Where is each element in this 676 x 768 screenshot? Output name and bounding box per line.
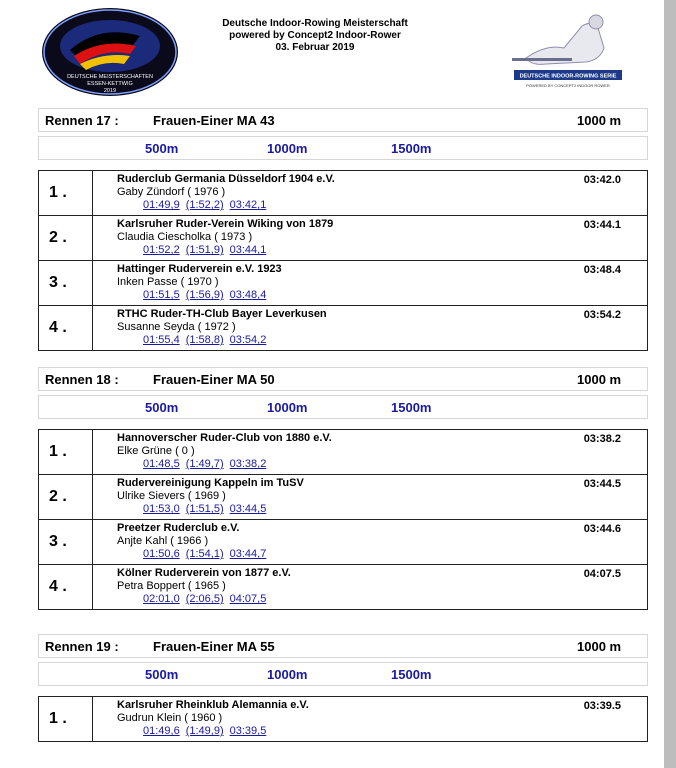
place: 4 .	[39, 306, 93, 350]
split-interval[interactable]: (1:56,9)	[185, 289, 224, 301]
split-total[interactable]: 03:54,2	[229, 334, 267, 346]
race-18	[38, 367, 648, 610]
race-number: Rennen 19 :	[45, 638, 119, 654]
split-times[interactable]	[117, 289, 282, 302]
championship-logo	[40, 6, 180, 98]
table-row	[39, 520, 647, 565]
club-name: RTHC Ruder-TH-Club Bayer Leverkusen	[117, 308, 327, 320]
split-total[interactable]: 03:44,1	[229, 244, 267, 256]
split-label-1500: 1500m	[391, 666, 432, 682]
table-row	[39, 565, 647, 610]
table-row	[39, 697, 647, 742]
results-table	[38, 696, 648, 742]
split-label-500: 500m	[145, 666, 179, 682]
place: 2 .	[39, 475, 93, 519]
athlete-name: Susanne Seyda ( 1972 )	[117, 321, 236, 333]
split-total[interactable]: 03:39,5	[229, 725, 267, 737]
split-interval[interactable]: (1:51,5)	[185, 503, 224, 515]
athlete-name: Claudia Ciescholka ( 1973 )	[117, 231, 253, 243]
viewer-scrollbar[interactable]	[664, 0, 676, 768]
split-times[interactable]	[117, 725, 309, 738]
split-500[interactable]: 01:51,5	[143, 289, 180, 301]
race-title-bar	[38, 634, 648, 658]
split-header	[38, 395, 648, 419]
athlete-name: Elke Grüne ( 0 )	[117, 445, 195, 457]
split-times[interactable]	[117, 199, 335, 212]
table-row	[39, 306, 647, 351]
split-label-1000: 1000m	[267, 399, 308, 415]
place: 4 .	[39, 565, 93, 609]
place: 3 .	[39, 261, 93, 305]
header-title: Deutsche Indoor-Rowing Meisterschaft	[222, 18, 408, 29]
split-label-1500: 1500m	[391, 399, 432, 415]
final-time: 03:54.2	[583, 309, 621, 321]
split-times[interactable]	[117, 458, 332, 471]
split-interval[interactable]: (1:51,9)	[185, 244, 224, 256]
final-time: 03:44.1	[583, 219, 621, 231]
athlete-name: Gudrun Klein ( 1960 )	[117, 712, 223, 724]
final-time: 03:44.5	[583, 478, 621, 490]
place: 1 .	[39, 697, 93, 741]
race-distance: 1000 m	[577, 371, 622, 387]
results-table	[38, 429, 648, 610]
split-interval[interactable]: (1:49,7)	[185, 458, 224, 470]
header-text	[200, 18, 430, 54]
split-times[interactable]	[117, 503, 304, 516]
split-interval[interactable]: (1:52,2)	[185, 199, 224, 211]
split-interval[interactable]: (1:58,8)	[185, 334, 224, 346]
athlete-name: Gaby Zündorf ( 1976 )	[117, 186, 226, 198]
table-row	[39, 171, 647, 216]
svg-text:DEUTSCHE INDOOR-ROWING SERIE: DEUTSCHE INDOOR-ROWING SERIE	[519, 73, 617, 80]
final-time: 03:48.4	[583, 264, 621, 276]
club-name: Ruderclub Germania Düsseldorf 1904 e.V.	[117, 173, 335, 185]
header-subtitle: powered by Concept2 Indoor-Rower	[229, 30, 401, 41]
split-500[interactable]: 01:49,9	[143, 199, 180, 211]
final-time: 03:44.6	[583, 523, 621, 535]
svg-text:ESSEN-KETTWIG: ESSEN-KETTWIG	[87, 81, 133, 87]
split-header	[38, 662, 648, 686]
race-distance: 1000 m	[577, 638, 622, 654]
club-name: Rudervereinigung Kappeln im TuSV	[117, 477, 304, 489]
indoor-rowing-series-logo	[506, 8, 630, 92]
split-500[interactable]: 01:55,4	[143, 334, 180, 346]
club-name: Karlsruher Ruder-Verein Wiking von 1879	[117, 218, 334, 230]
split-label-500: 500m	[145, 399, 179, 415]
table-row	[39, 475, 647, 520]
table-row	[39, 216, 647, 261]
svg-text:DEUTSCHE MEISTERSCHAFTEN: DEUTSCHE MEISTERSCHAFTEN	[67, 74, 153, 80]
club-name: Preetzer Ruderclub e.V.	[117, 522, 240, 534]
race-category: Frauen-Einer MA 43	[153, 112, 275, 128]
race-number: Rennen 17 :	[45, 112, 119, 128]
split-interval[interactable]: (1:49,9)	[185, 725, 224, 737]
split-500[interactable]: 01:49,6	[143, 725, 180, 737]
split-label-500: 500m	[145, 140, 179, 156]
final-time: 03:39.5	[583, 700, 621, 712]
split-500[interactable]: 01:50,6	[143, 548, 180, 560]
final-time: 04:07.5	[583, 568, 621, 580]
race-category: Frauen-Einer MA 55	[153, 638, 275, 654]
final-time: 03:42.0	[583, 174, 621, 186]
header-date: 03. Februar 2019	[275, 42, 355, 53]
table-row	[39, 430, 647, 475]
svg-text:POWERED BY CONCEPT2 INDOOR ROW: POWERED BY CONCEPT2 INDOOR ROWER	[526, 83, 610, 88]
split-header	[38, 136, 648, 160]
athlete-name: Inken Passe ( 1970 )	[117, 276, 219, 288]
race-title-bar	[38, 367, 648, 391]
place: 1 .	[39, 430, 93, 474]
race-category: Frauen-Einer MA 50	[153, 371, 275, 387]
split-500[interactable]: 02:01,0	[143, 593, 180, 605]
athlete-name: Ulrike Sievers ( 1969 )	[117, 490, 226, 502]
club-name: Hattinger Ruderverein e.V. 1923	[117, 263, 282, 275]
split-label-1000: 1000m	[267, 140, 308, 156]
split-total[interactable]: 03:44,5	[229, 503, 267, 515]
split-total[interactable]: 03:44,7	[229, 548, 267, 560]
split-total[interactable]: 03:48,4	[229, 289, 267, 301]
place: 2 .	[39, 216, 93, 260]
split-500[interactable]: 01:53,0	[143, 503, 180, 515]
split-times[interactable]	[117, 244, 333, 257]
split-total[interactable]: 04:07,5	[229, 593, 267, 605]
split-label-1500: 1500m	[391, 140, 432, 156]
split-interval[interactable]: (2:06,5)	[185, 593, 224, 605]
split-times[interactable]	[117, 548, 272, 561]
split-total[interactable]: 03:38,2	[229, 458, 267, 470]
split-500[interactable]: 01:52,2	[143, 244, 180, 256]
table-row	[39, 261, 647, 306]
club-name: Hannoverscher Ruder-Club von 1880 e.V.	[117, 432, 332, 444]
split-total[interactable]: 03:42,1	[229, 199, 267, 211]
split-500[interactable]: 01:48,5	[143, 458, 180, 470]
race-number: Rennen 18 :	[45, 371, 119, 387]
split-times[interactable]	[117, 334, 327, 347]
club-name: Kölner Ruderverein von 1877 e.V.	[117, 567, 291, 579]
split-interval[interactable]: (1:54,1)	[185, 548, 224, 560]
results-table	[38, 170, 648, 351]
athlete-name: Anjte Kahl ( 1966 )	[117, 535, 209, 547]
split-label-1000: 1000m	[267, 666, 308, 682]
final-time: 03:38.2	[583, 433, 621, 445]
race-title-bar	[38, 108, 648, 132]
athlete-name: Petra Boppert ( 1965 )	[117, 580, 226, 592]
race-19	[38, 634, 648, 742]
race-distance: 1000 m	[577, 112, 622, 128]
club-name: Karlsruher Rheinklub Alemannia e.V.	[117, 699, 309, 711]
split-times[interactable]	[117, 593, 291, 606]
svg-text:2019: 2019	[103, 88, 117, 94]
race-17	[38, 108, 648, 351]
place: 3 .	[39, 520, 93, 564]
place: 1 .	[39, 171, 93, 215]
